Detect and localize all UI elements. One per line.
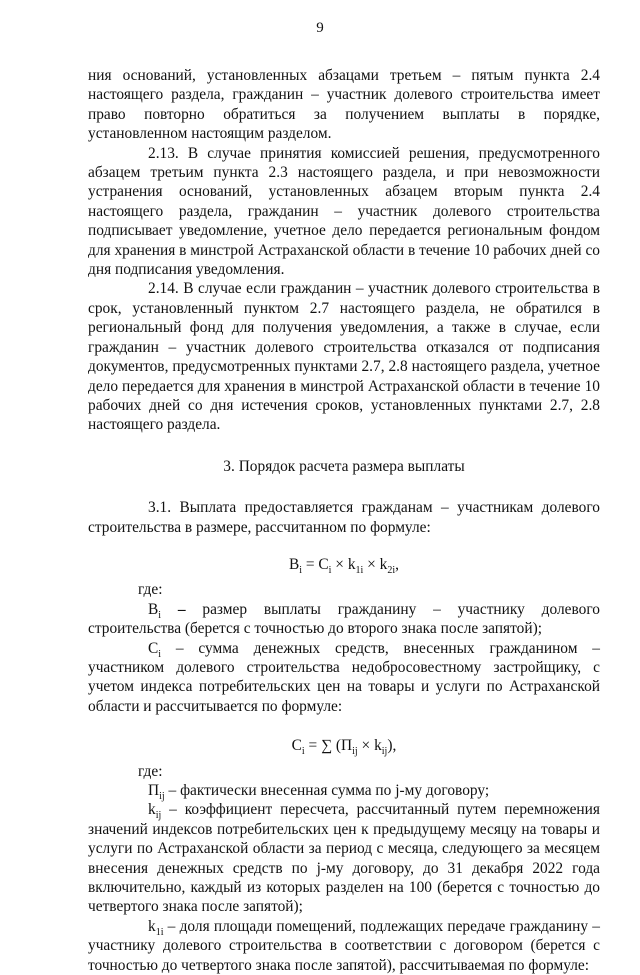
- paragraph-2-13: 2.13. В случае принятия комиссией решения, предусмотренного абзацем третьим пункта 2.3 настоящего раздела, и при невозможности устранения оснований, установленных абзацем вторым пункта 2.4 настоящего раздела, гражданин – участник долевого строительства подписывает уведомление, учетное дело передается региональным фондом для хранения в минстрой Астраханской области в течение 10 рабочих дней со дня подписания уведомления.: [88, 144, 600, 279]
- where-label-1: где:: [138, 581, 163, 599]
- page-number: 9: [316, 20, 324, 36]
- paragraph-continuation: ния оснований, установленных абзацами третьем – пятым пункта 2.4 настоящего раздела, гражданин – участник долевого строительства имеет право повторно обратиться за получением выплаты в порядке, установленном настоящим разделом.: [88, 67, 600, 143]
- document-body: [88, 66, 600, 975]
- paragraph-2-14: 2.14. В случае если гражданин – участник долевого строительства в срок, установленный пунктом 2.7 настоящего раздела, не обратился в региональный фонд для получения уведомления, а также в случае, если гражданин – участник долевого строительства отказался от подписания документов, предусмотренных пунктами 2.7, 2.8 настоящего раздела, учетное дело передается для хранения в минстрой Астраханской области в течение 10 рабочих дней со дня истечения сроков, установленных пунктами 2.7, 2.8 настоящего раздела.: [88, 280, 600, 434]
- definition-c: $C_i$ – сумма денежных средств, внесенных гражданином – участником долевого строительства недобросовестному застройщику, с учетом индекса потребительских цен на товары и услуги по Астраханской области и рассчитывается по формуле:: [88, 639, 600, 715]
- definition-k1: $k_{1i}$ – доля площади помещений, подлежащих передаче гражданину – участнику долевого строительства в соответствии с договором (берется с точностью до четвертого знака после запятой), рассчитываемая по формуле:: [88, 917, 600, 974]
- paragraph-3-1: 3.1. Выплата предоставляется гражданам – участникам долевого строительства в размере, рассчитанном по формуле:: [88, 499, 600, 536]
- formula-c: $C_i$ = ∑ $(П_{ij} \times k_{ij})$,: [291, 737, 397, 758]
- section-3-heading: 3. Порядок расчета размера выплаты: [223, 457, 465, 475]
- definition-k: $k_{ij}$ – коэффициент пересчета, рассчитанный путем перемножения значений индексов потребительских цен к предыдущему месяцу на товары и услуги по Астраханской области за период с месяца, следующего за месяцем внесения денежных средств по j-му договору, до 31 декабря 2022 года включительно, каждый из которых разделен на 100 (берется с точностью до четвертого знака после запятой);: [88, 801, 600, 916]
- where-label-2: где:: [138, 762, 163, 780]
- definition-b: $B_i$ – размер выплаты гражданину – участнику долевого строительства (берется с точностью до второго знака после запятой);: [88, 600, 600, 638]
- formula-b: $B_i = C_i \times k_{1i} \times k_{2i}$,: [288, 555, 400, 577]
- formula-b-lhs: B: [288, 555, 300, 573]
- definition-p: $П_{ij}$ – фактически внесенная сумма по j-му договору;: [148, 782, 490, 803]
